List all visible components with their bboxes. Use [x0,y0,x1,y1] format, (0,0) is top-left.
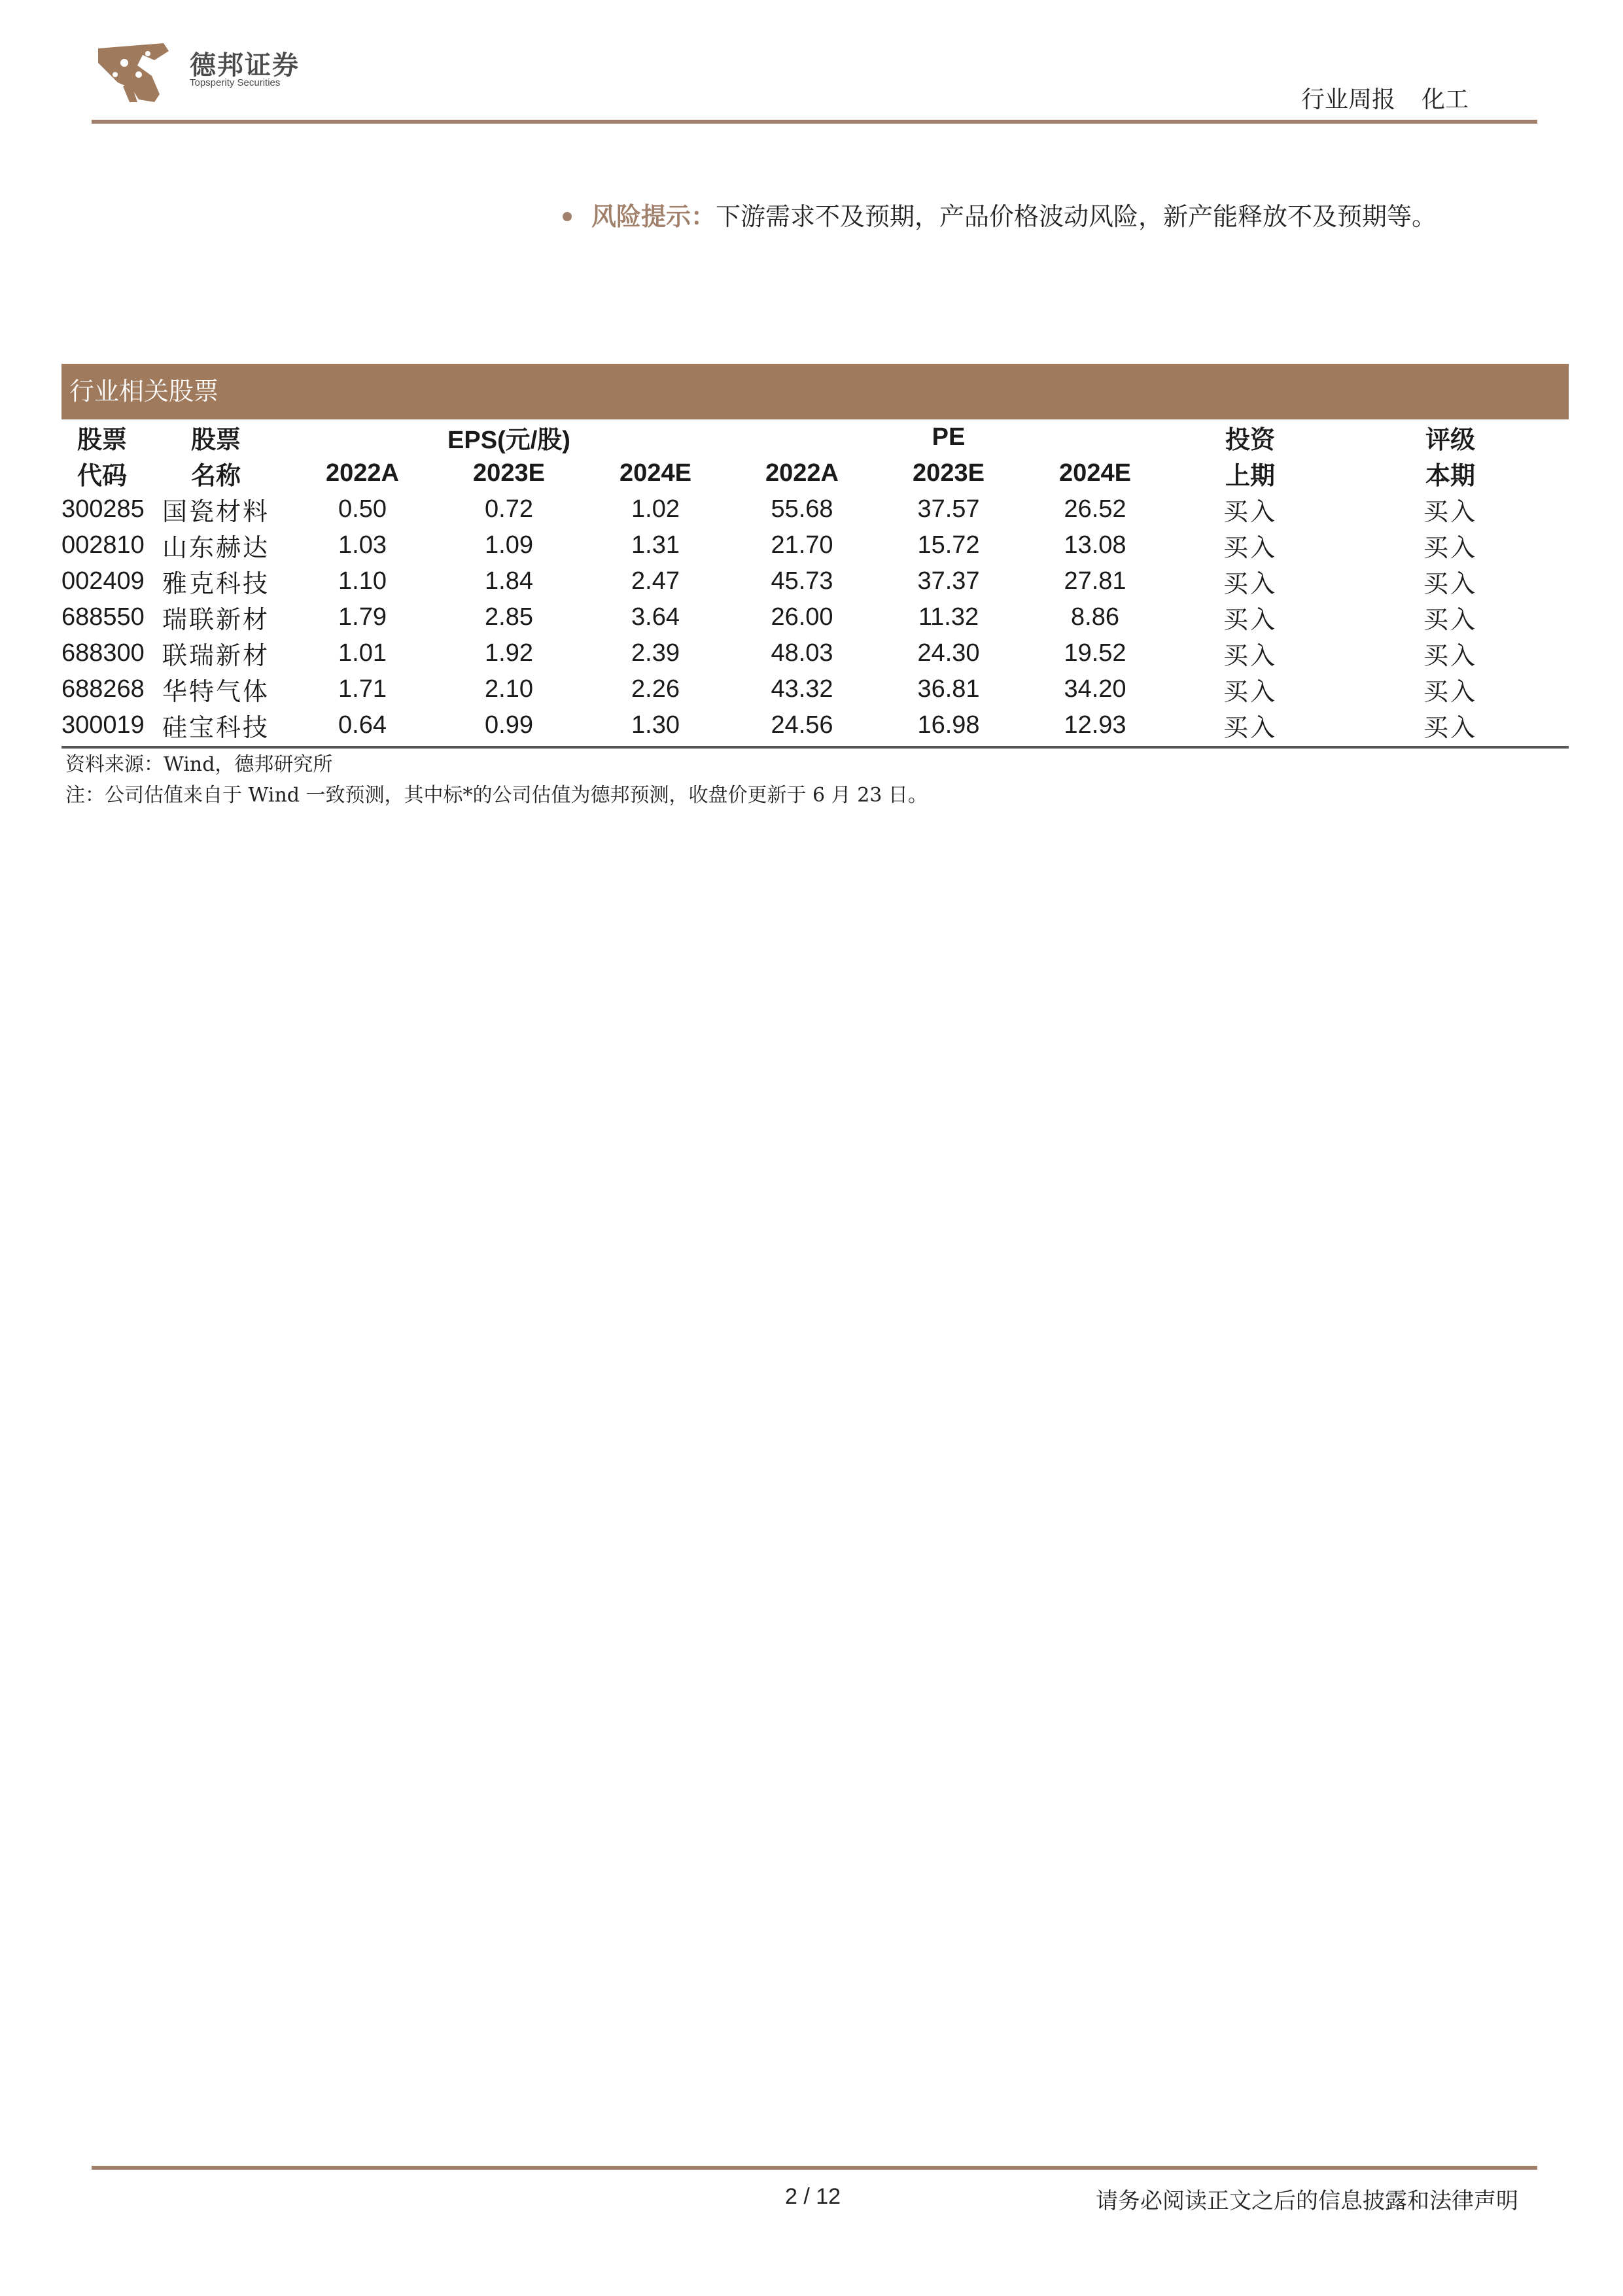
table-note: 注：公司估值来自于 Wind 一致预测，其中标*的公司估值为德邦预测，收盘价更新于 6 月 23 日。 [65,784,928,807]
pe-2024e-cell: 27.81 [1064,567,1126,595]
rating-current-cell: 买入 [1423,497,1477,526]
header-cell: 本期 [1425,461,1475,490]
pe-2023e-cell: 37.57 [917,495,980,523]
header-cell: 2022A [326,459,399,487]
stock-code-cell: 688268 [61,675,145,703]
pe-2023e-cell: 16.98 [875,707,1022,747]
pe-2024e-cell: 8.86 [1071,603,1119,631]
pe-2022a-cell: 26.00 [771,603,833,631]
eps-2023e-cell: 1.92 [485,639,533,667]
pe-2022a-cell: 45.73 [771,567,833,595]
rating-current-cell: 买入 [1423,533,1477,562]
eps-2023e-cell: 2.10 [485,675,533,703]
header-cell [582,419,729,455]
table-row [61,527,1569,563]
table-row [61,635,1569,671]
stock-code-cell: 688300 [61,639,145,667]
header-cell: 2024E [620,459,691,487]
eps-2022a-cell: 0.64 [289,707,436,747]
pe-2024e-cell: 26.52 [1064,495,1126,523]
header-cell [729,419,875,455]
risk-label: 风险提示： [591,202,716,231]
eps-2023e-cell: 2.85 [485,603,533,631]
brand-name-cn: 德邦证券 [190,50,300,80]
stock-name-cell: 联瑞新材 [162,641,270,670]
eps-2022a-cell: 1.71 [338,675,387,703]
header-cell: 代码 [77,461,127,490]
legal-disclaimer: 请务必阅读正文之后的信息披露和法律声明 [1096,2188,1518,2214]
stock-name-cell: 硅宝科技 [143,707,289,747]
rating-previous-cell: 买入 [1168,707,1332,747]
stock-code-cell: 002409 [61,567,145,595]
header-cell: 2022A [765,459,839,487]
rating-previous-cell: 买入 [1223,569,1277,598]
industry-name: 化工 [1421,86,1469,113]
rating-previous-cell: 买入 [1223,677,1277,706]
table-header-row [61,455,1569,491]
stock-name-cell: 山东赫达 [162,533,270,562]
eps-2022a-cell: 1.03 [338,531,387,559]
header-cell: 股票 [77,425,127,454]
logo-icon [92,37,177,109]
header-cell: 股票 [190,425,241,454]
pe-2023e-cell: 36.81 [917,675,980,703]
pe-2022a-cell: 48.03 [771,639,833,667]
eps-2024e-cell: 2.39 [631,639,680,667]
stock-code-cell: 688550 [61,603,145,631]
rating-previous-cell: 买入 [1223,497,1277,526]
rating-current-cell: 买入 [1423,641,1477,670]
risk-text: 下游需求不及预期，产品价格波动风险，新产能释放不及预期等。 [716,202,1437,231]
table-title: 行业相关股票 [61,364,1569,419]
stock-code-cell: 300285 [61,495,145,523]
rating-current-cell: 买入 [1423,569,1477,598]
pe-2024e-cell: 13.08 [1064,531,1126,559]
pe-2022a-cell: 43.32 [771,675,833,703]
eps-2024e-cell: 3.64 [631,603,680,631]
eps-2024e-cell: 1.30 [582,707,729,747]
eps-2024e-cell: 1.02 [631,495,680,523]
stock-name-cell: 华特气体 [162,677,270,706]
rating-current-cell: 买入 [1423,605,1477,634]
eps-2024e-cell: 1.31 [631,531,680,559]
header-cell: 投资 [1225,425,1275,454]
header-cell: 2023E [913,459,985,487]
pe-2023e-cell: 37.37 [917,567,980,595]
report-category [1301,81,1469,115]
eps-2022a-cell: 0.50 [338,495,387,523]
pe-2024e-cell: 34.20 [1064,675,1126,703]
pe-2023e-cell: 24.30 [917,639,980,667]
header-cell: 名称 [190,461,241,490]
brand-name-en: Topsperity Securities [190,77,281,88]
table-row [61,707,1569,747]
eps-2024e-cell: 2.47 [631,567,680,595]
eps-2024e-cell: 2.26 [631,675,680,703]
pe-2022a-cell: 55.68 [771,495,833,523]
eps-2023e-cell: 0.99 [436,707,582,747]
rating-previous-cell: 买入 [1223,641,1277,670]
header-cell: 上期 [1225,461,1275,490]
header-cell: 2023E [473,459,545,487]
pe-2024e-cell: 12.93 [1022,707,1168,747]
report-type: 行业周报 [1300,86,1395,113]
eps-2022a-cell: 1.10 [338,567,387,595]
stock-name-cell: 瑞联新材 [162,605,270,634]
eps-2023e-cell: 1.84 [485,567,533,595]
eps-2022a-cell: 1.01 [338,639,387,667]
company-logo [92,37,327,109]
header-cell: PE [932,423,966,451]
table-row [61,563,1569,599]
header-cell: 评级 [1425,425,1475,454]
stock-name-cell: 国瓷材料 [162,497,270,526]
stock-code-cell: 300019 [61,707,143,747]
stock-table [61,419,1569,749]
rating-previous-cell: 买入 [1223,605,1277,634]
pe-2024e-cell: 19.52 [1064,639,1126,667]
table-source: 资料来源：Wind，德邦研究所 [65,753,333,776]
rating-previous-cell: 买入 [1223,533,1277,562]
rating-current-cell: 买入 [1423,677,1477,706]
eps-2023e-cell: 0.72 [485,495,533,523]
header-cell [289,419,436,455]
rating-current-cell: 买入 [1332,707,1569,747]
risk-note [563,196,1437,232]
page-number: 2 / 12 [785,2184,841,2209]
header-cell: EPS(元/股) [447,427,570,454]
table-row [61,491,1569,527]
table-row [61,599,1569,635]
stock-name-cell: 雅克科技 [162,569,270,598]
pe-2022a-cell: 21.70 [771,531,833,559]
footer-divider [92,2166,1537,2170]
table-row [61,671,1569,707]
eps-2022a-cell: 1.79 [338,603,387,631]
header-divider [92,120,1537,124]
table-header-row [61,419,1569,455]
header-cell [1022,419,1168,455]
pe-2023e-cell: 11.32 [918,603,979,631]
header-cell: 2024E [1059,459,1131,487]
pe-2022a-cell: 24.56 [729,707,875,747]
pe-2023e-cell: 15.72 [917,531,980,559]
eps-2023e-cell: 1.09 [485,531,533,559]
stock-code-cell: 002810 [61,531,145,559]
bullet-icon [563,212,572,221]
